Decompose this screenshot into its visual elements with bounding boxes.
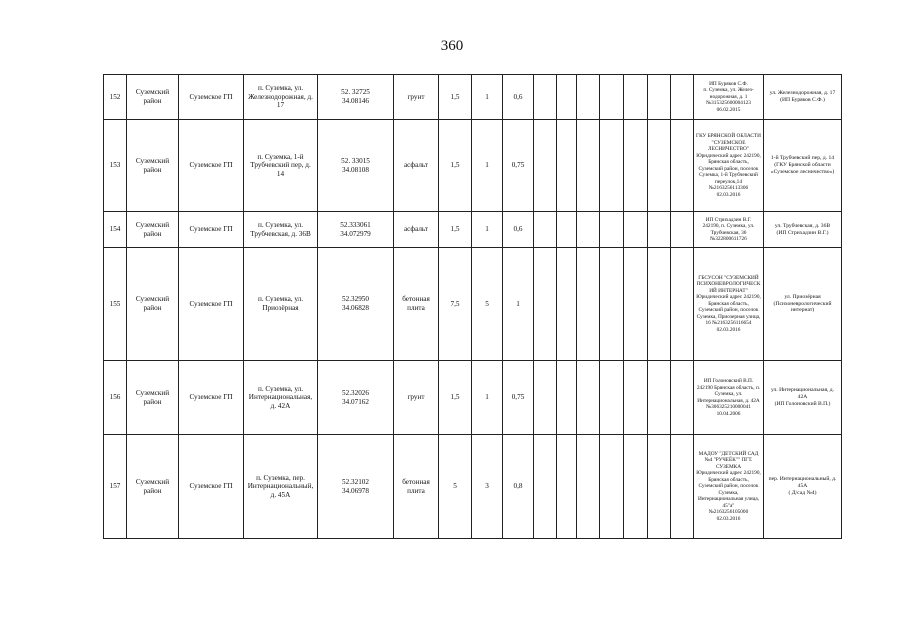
empty-cell [624,120,648,212]
area-cell: 1,5 [439,75,472,120]
waste-source-cell: пер. Интернациональный, д. 45А ( Д/сад №4) [764,435,842,539]
empty-cell [648,361,671,435]
empty-cell [600,361,624,435]
row-number-cell: 154 [104,212,127,248]
volume-cell: 0,75 [503,120,534,212]
volume-cell: 0,6 [503,75,534,120]
empty-cell [577,435,600,539]
empty-cell [534,75,557,120]
settlement-cell: Суземское ГП [179,248,244,361]
empty-cell [624,212,648,248]
area-cell: 5 [439,435,472,539]
row-number-cell: 152 [104,75,127,120]
table-row [104,435,842,539]
empty-cell [557,361,577,435]
container-count-cell: 1 [472,212,503,248]
location-cell: п. Суземка, 1-й Трубчевский пер, д. 14 [244,120,318,212]
volume-cell: 0,6 [503,212,534,248]
settlement-cell: Суземское ГП [179,75,244,120]
empty-cell [671,120,694,212]
volume-cell: 1 [503,248,534,361]
empty-cell [624,248,648,361]
empty-cell [671,75,694,120]
owner-cell: ИП Голоновский В.П. 242190 Брянская область, п. Суземка, ул. Интернациональная, д. 42А №306325210000041 10.04.2006 [694,361,764,435]
container-count-cell: 1 [472,361,503,435]
district-cell: Суземский район [127,75,179,120]
volume-cell: 0,8 [503,435,534,539]
empty-cell [577,212,600,248]
district-cell: Суземский район [127,361,179,435]
location-cell: п. Суземка, пер. Интернациональный, д. 45А [244,435,318,539]
waste-source-cell: ул. Приозёрная (Психоневрологический интернат) [764,248,842,361]
coordinates-cell: 52.32102 34.06978 [318,435,394,539]
table-row [104,248,842,361]
empty-cell [577,75,600,120]
coordinates-cell: 52.333061 34.072979 [318,212,394,248]
waste-source-cell: ул. Интернациональная, д. 42А (ИП Голоновский В.П.) [764,361,842,435]
district-cell: Суземский район [127,120,179,212]
area-cell: 1,5 [439,120,472,212]
row-number-cell: 156 [104,361,127,435]
location-cell: п. Суземка, ул. Трубчевская, д. 36В [244,212,318,248]
empty-cell [534,248,557,361]
waste-source-cell: ул. Трубчевская, д. 36В (ИП Стрихадзин В.Г.) [764,212,842,248]
empty-cell [600,248,624,361]
empty-cell [600,212,624,248]
area-cell: 1,5 [439,212,472,248]
container-count-cell: 5 [472,248,503,361]
empty-cell [557,435,577,539]
coordinates-cell: 52. 33015 34.08108 [318,120,394,212]
surface-cell: бетонная плита [394,248,439,361]
empty-cell [600,120,624,212]
district-cell: Суземский район [127,248,179,361]
empty-cell [648,75,671,120]
empty-cell [624,361,648,435]
empty-cell [557,248,577,361]
empty-cell [557,75,577,120]
settlement-cell: Суземское ГП [179,361,244,435]
table-row [104,212,842,248]
surface-cell: грунт [394,361,439,435]
owner-cell: ГКУ БРЯНСКОЙ ОБЛАСТИ "СУЗЕМСКОЕ ЛЕСНИЧЕСТВО" Юридический адрес 242190, Брянская область, Суземский район, поселок Суземка, 1-й Трубчевский переулок,14 №2163256113306 02.03.2016 [694,120,764,212]
coordinates-cell: 52.32026 34.07162 [318,361,394,435]
location-cell: п. Суземка, ул. Железнодорожная, д. 17 [244,75,318,120]
area-cell: 1,5 [439,361,472,435]
district-cell: Суземский район [127,212,179,248]
coordinates-cell: 52.32950 34.06828 [318,248,394,361]
empty-cell [648,120,671,212]
empty-cell [577,120,600,212]
row-number-cell: 153 [104,120,127,212]
district-cell: Суземский район [127,435,179,539]
row-number-cell: 155 [104,248,127,361]
area-cell: 7,5 [439,248,472,361]
page-number: 360 [440,38,464,54]
coordinates-cell: 52. 32725 34.08146 [318,75,394,120]
empty-cell [671,212,694,248]
empty-cell [534,361,557,435]
surface-cell: асфальт [394,120,439,212]
empty-cell [557,212,577,248]
empty-cell [624,435,648,539]
surface-cell: грунт [394,75,439,120]
volume-cell: 0,75 [503,361,534,435]
registry-table [103,74,842,539]
table-row [104,75,842,120]
owner-cell: ИП Буряков С.Ф. п. Суземка, ул. Желез- нодорожная, д. 1 №315325600004123 06.02.2015 [694,75,764,120]
empty-cell [557,120,577,212]
settlement-cell: Суземское ГП [179,435,244,539]
surface-cell: бетонная плита [394,435,439,539]
owner-cell: ГБСУСОН "СУЗЕМСКИЙ ПСИХОНЕВРОЛОГИЧЕСКИЙ ИНТЕРНАТ" Юридический адрес 242190, Брянская область, Суземский район, поселок Суземка, Приозерная улица, 16 №2163256116654 02.03.2016 [694,248,764,361]
container-count-cell: 1 [472,120,503,212]
waste-source-cell: ул. Железнодорожная, д. 17 (ИП Буряков С.Ф.) [764,75,842,120]
location-cell: п. Суземка, ул. Приозёрная [244,248,318,361]
empty-cell [600,435,624,539]
row-number-cell: 157 [104,435,127,539]
empty-cell [600,75,624,120]
empty-cell [577,248,600,361]
empty-cell [648,435,671,539]
container-count-cell: 3 [472,435,503,539]
settlement-cell: Суземское ГП [179,212,244,248]
container-count-cell: 1 [472,75,503,120]
empty-cell [671,435,694,539]
empty-cell [671,361,694,435]
empty-cell [534,435,557,539]
empty-cell [648,248,671,361]
empty-cell [671,248,694,361]
owner-cell: МАДОУ "ДЕТСКИЙ САД №4 "РУЧЕЁК"" ПГТ. СУЗЕМКА Юридический адрес 242190, Брянская область, Суземский район, поселок Суземка, Интернациональная улица, 45"а" №2163256105000 02.03.2016 [694,435,764,539]
surface-cell: асфальт [394,212,439,248]
empty-cell [534,120,557,212]
table-row [104,120,842,212]
empty-cell [534,212,557,248]
owner-cell: ИП Стрихадзин В.Г. 242190, п. Суземка, ул. Трубчевская, 36 №322800611726 [694,212,764,248]
waste-source-cell: 1-й Трубчевский пер, д. 14 (ГКУ Брянской области «Суземское лесничество») [764,120,842,212]
location-cell: п. Суземка, ул. Интернациональная, д. 42А [244,361,318,435]
settlement-cell: Суземское ГП [179,120,244,212]
empty-cell [648,212,671,248]
empty-cell [624,75,648,120]
table-row [104,361,842,435]
empty-cell [577,361,600,435]
